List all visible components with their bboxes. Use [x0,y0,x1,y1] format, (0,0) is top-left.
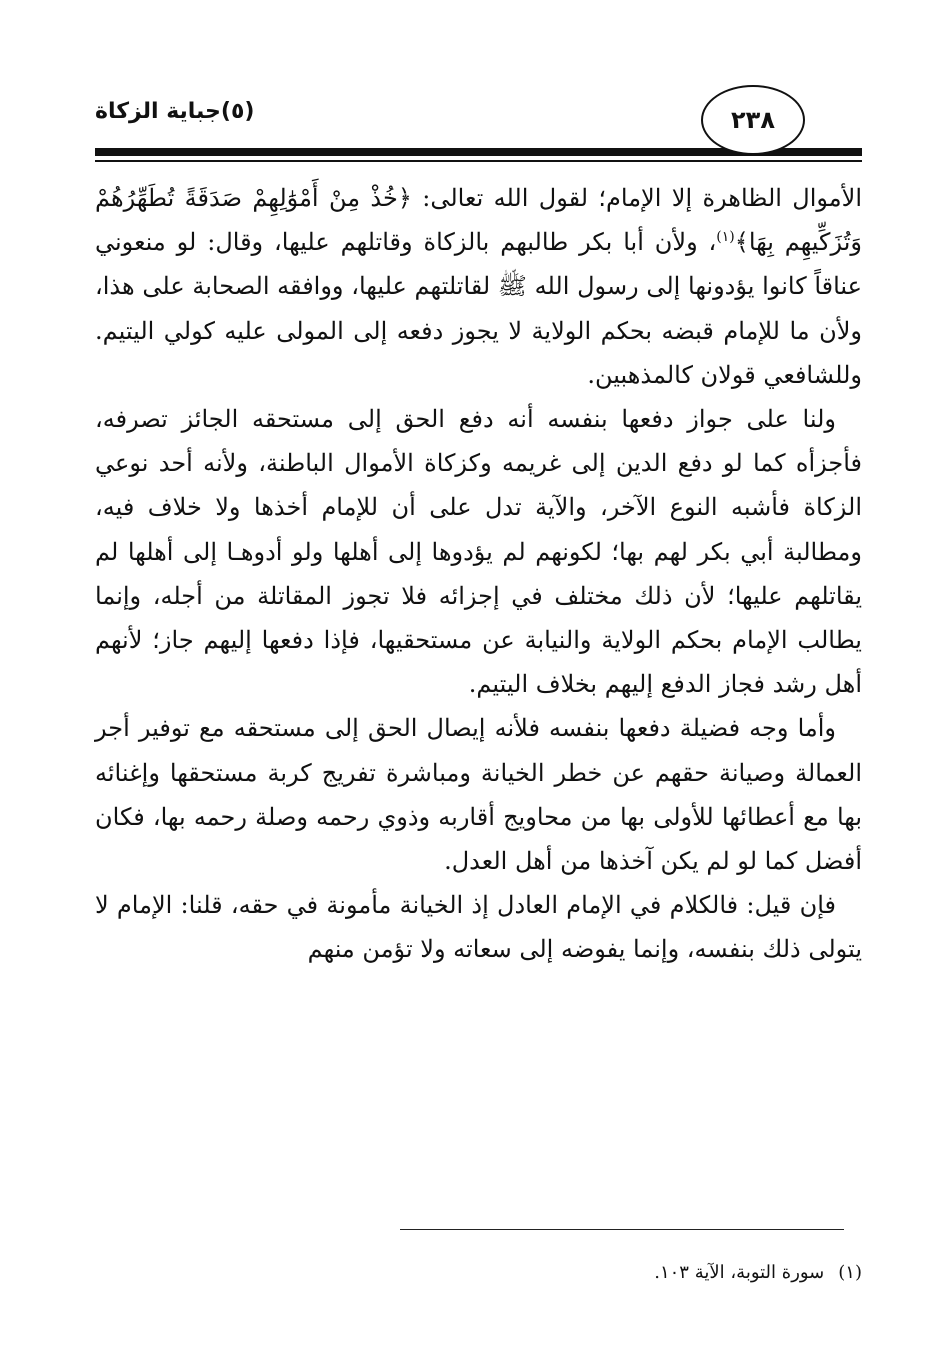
header-rule-thin [95,160,862,162]
page-number: ٢٣٨ [701,85,805,155]
p1-after-ref: ، ولأن أبا بكر طالبهم بالزكاة وقاتلهم عليها، وقال: لو منعوني عناقاً كانوا يؤدونها إلى رسول الله ﷺ لقاتلتهم عليها، ووافقه الصحابة على هذا، ولأن ما للإمام قبضه بحكم الولاية لا يجوز دفعه إلى المولى عليه كولي اليتيم. وللشافعي قولان كالمذهبين. [95,228,862,389]
paragraph-3: وأما وجه فضيلة دفعها بنفسه فلأنه إيصال الحق إلى مستحقه مع توفير أجر العمالة وصيانة حقهم عن خطر الخيانة ومباشرة تفريج كربة مستحقها وإغنائه بها مع أعطائها للأولى بها من محاويج أقاربه وذوي رحمه وصلة رحمه بها، فكان أفضل كما لو لم يكن آخذها من أهل العدل. [95,714,862,876]
paragraph-4: فإن قيل: فالكلام في الإمام العادل إذ الخيانة مأمونة في حقه، قلنا: الإمام لا يتولى ذلك بنفسه، وإنما يفوضه إلى سعاته ولا تؤمن منهم [95,891,862,964]
p1-before-ref: الأموال الظاهرة إلا الإمام؛ لقول الله تعالى: ﴿خُذْ مِنْ أَمْوَٰلِهِمْ صَدَقَةً تُطَهِّرُهُمْ وَتُزَكِّيهِم بِهَا﴾ [95,184,862,257]
paragraph-2: ولنا على جواز دفعها بنفسه أنه دفع الحق إلى مستحقه الجائز تصرفه، فأجزأه كما لو دفع الدين إلى غريمه وكزكاة الأموال الباطنة، ولأنه أحد نوعي الزكاة فأشبه النوع الآخر، والآية تدل على أن للإمام أخذها ولا خلاف فيه، ومطالبة أبي بكر لهم بها؛ لكونهم لم يؤدوها إلى أهلها ولو أدوهـا إلى أهلها لم يقاتلهم عليها؛ لأن ذلك مختلف في إجزائه فلا تجوز المقاتلة من أجله، وإنما يطالب الإمام بحكم الولاية والنيابة عن مستحقيها، فإذا دفعها إليهم جاز؛ لأنهم أهل رشد فجاز الدفع إليهم بخلاف اليتيم. [95,405,862,699]
chapter-title: (٥)جباية الزكاة [95,99,255,124]
footnote-text: سورة التوبة، الآية ١٠٣. [654,1262,825,1283]
footnote-number: (١) [838,1262,862,1283]
footnote [95,1262,862,1283]
footnote-reference: (١) [716,229,735,246]
footnote-separator [400,1229,844,1230]
main-text [95,176,862,972]
paragraph-1 [95,176,862,397]
